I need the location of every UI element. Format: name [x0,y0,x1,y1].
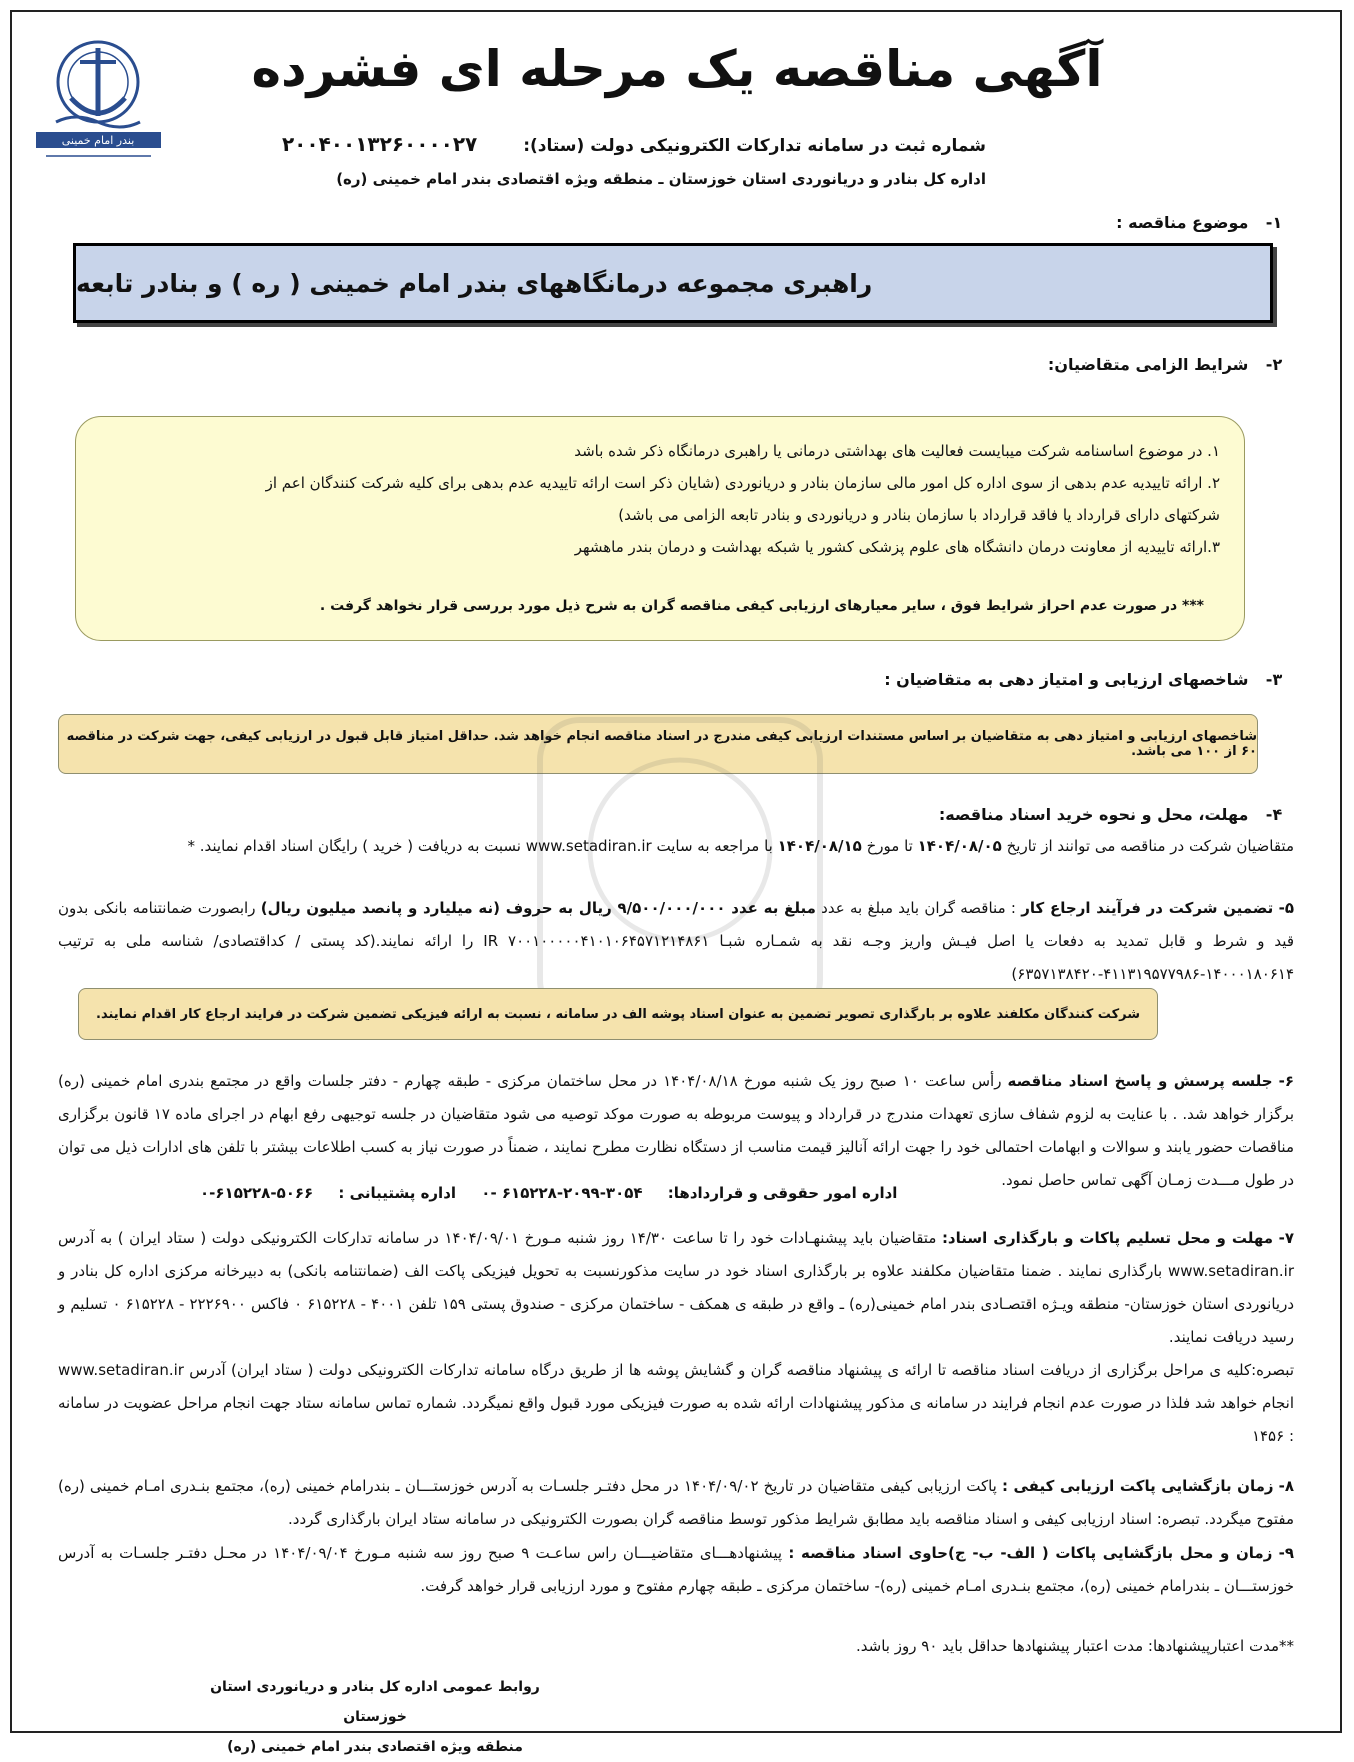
section-7-text: ۷- مهلت و محل تسلیم پاکات و بارگذاری اسناد: متقاضیان باید پیشنهـادات خود را تا ساعت ۱۴/۳۰ روز شنبه مـورخ ۱۴۰۴/۰۹/۰۱ در سامانه تدارکات الکترونیکی دولت ( ستاد ایران ) به آدرس www.setadiran.ir بارگذاری نمایند . ضمنا متقاضیان مکلفند علاوه بر بارگذاری اسناد خود در سایت مذکورنسبت به تحویل فیزیکی پاکت الف (ضمانتنامه بانکی) به دبیرخانه مرکزی اداره کل بنادر و دریانوردی استان خوزستان- منطقه ویـژه اقتصـادی بندر امام خمینی(ره) ـ واقع در طبقه ی همکف - ساختمان مرکزی - صندوق پستی ۱۵۹ تلفن ۴۰۰۱ - ۶۱۵۲۲۸ ۰ فاکس ۲۲۲۶۹۰۰ - ۶۱۵۲۲۸ ۰ تسلیم و رسید دریافت نمایند. [58,1229,1295,1346]
section-4-text: متقاضیان شرکت در مناقصه می توانند از تاریخ ۱۴۰۴/۰۸/۰۵ تا مورخ ۱۴۰۴/۰۸/۱۵ با مراجعه به سایت www.setadiran.ir نسبت به دریافت ( خرید ) رایگان اسناد اقدام نمایند. * [187,837,1294,855]
subject-box: راهبری مجموعه درمانگاههای بندر امام خمینی ( ره ) و بنادر تابعه [73,243,1273,323]
registration-label: شماره ثبت در سامانه تدارکات الکترونیکی دولت (ستاد): [523,136,986,156]
validity-note: **مدت اعتبارپیشنهادها: مدت اعتبار پیشنهادها حداقل باید ۹۰ روز باشد. [856,1637,1294,1655]
guarantee-amount: مبلغ به عدد ۹/۵۰۰/۰۰۰/۰۰۰ ریال به حروف (نه میلیارد و پانصد میلیون ریال) [260,899,816,917]
section-8-text: ۸- زمان بازگشایی پاکت ارزیابی کیفی : پاکت ارزیابی کیفی متقاضیان در تاریخ ۱۴۰۴/۰۹/۰۲ در محل دفتـر جلسـات به آدرس خوزستـــان ـ بندرامام خمینی (ره)، مجتمع بنـدری امـام خمینی (ره) مفتوح میگردد. تبصره: اسناد ارزیابی کیفی و اسناد مناقصه باید مطابق شرایط مذکور توسط مناقصه گران بصورت الکترونیکی در سامانه ستاد ایران بارگذاری گردد. [58,1477,1294,1528]
sheba-number: IR ۷۰۰۱۰۰۰۰۰۴۱۰۱۰۶۴۵۷۱۲۱۴۸۶۱ [483,932,710,950]
phones-line: اداره امور حقوقی و قراردادها: ۳۰۵۴-۲۰۹۹-۶۱۵۲۲۸ -۰ اداره پشتیبانی : ۵۰۶۶-۶۱۵۲۲۸-۰ [200,1184,898,1202]
section-3-heading: ۳- شاخصهای ارزیابی و امتیاز دهی به متقاضیان : [884,670,1283,689]
section-5-text: ۵- تضمین شرکت در فرآیند ارجاع کار : مناقصه گران باید مبلغ به عدد مبلغ به عدد ۹/۵۰۰/۰۰۰/۰۰۰ ریال به حروف (نه میلیارد و پانصد میلیون ریال) رابصورت ضمانتنامه بانکی بدون قید و شرط و قابل تمدید به دفعات یا اصل فیـش واریز وجـه نقد به شمـاره شبـا IR ۷۰۰۱۰۰۰۰۰۴۱۰۱۰۶۴۵۷۱۲۱۴۸۶۱ را ارائه نمایند.(کد پستی / کداقتصادی/ شناسه ملی به ترتیب ۱۴۰۰۰۱۸۰۶۱۴-۴۱۱۳۱۹۵۷۷۹۸۶-۶۳۵۷۱۳۸۴۲۰) [58,899,1295,983]
section-9-text: ۹- زمان و محل بازگشایی پاکات ( الف- ب- ج)حاوی اسناد مناقصه : پیشنهادهـــای متقاضیـــان راس ساعـت ۹ صبح روز سه شنبه مـورخ ۱۴۰۴/۰۹/۰۴ در محـل دفتـر جلسـات به آدرس خوزستـــان ـ بندرامام خمینی (ره)، مجتمع بنـدری امـام خمینی (ره)- ساختمان مرکزی ـ طبقه چهارم مفتوح و مورد ارزیابی قرار خواهد گرفت. [58,1544,1294,1595]
condition-item: ۱. در موضوع اساسنامه شرکت میبایست فعالیت های بهداشتی درمانی یا راهبری درمانگاه ذکر شده باشد [574,442,1220,460]
support-phone: ۵۰۶۶-۶۱۵۲۲۸-۰ [200,1184,314,1202]
condition-item: شرکتهای دارای قرارداد یا فاقد قرارداد با سازمان بنادر و دریانوردی و بنادر تابعه الزامی می باشد) [618,506,1220,524]
ids: ۱۴۰۰۰۱۸۰۶۱۴-۴۱۱۳۱۹۵۷۷۹۸۶-۶۳۵۷۱۳۸۴۲۰) [1011,965,1294,983]
guarantee-box: شرکت کنندگان مکلفند علاوه بر بارگذاری تصویر تضمین به عنوان اسناد پوشه الف در سامانه ، نسبت به ارائه فیزیکی تضمین شرکت در فرایند ارجاع کار اقدام نمایند. [78,988,1158,1040]
condition-item: ۲. ارائه تاییدیه عدم بدهی از سوی اداره کل امور مالی سازمان بنادر و دریانوردی (شایان ذکر است ارائه تاییدیه عدم بدهی برای کلیه شرکت کنندگان اعم از [265,474,1220,492]
section-4-heading: ۴- مهلت، محل و نحوه خرید اسناد مناقصه: [938,805,1283,824]
registration-line [282,132,986,156]
date-to: ۱۴۰۴/۰۸/۱۵ [777,837,862,855]
condition-item: ۳.ارائه تاییدیه از معاونت درمان دانشگاه های علوم پزشکی کشور یا شبکه بهداشت و درمان بندر ماهشهر [574,538,1220,556]
registration-number: ۲۰۰۴۰۰۱۳۲۶۰۰۰۰۲۷ [281,132,478,156]
footer-signature: روابط عمومی اداره کل بنادر و دریانوردی استان خوزستان منطقه ویژه اقتصادی بندر امام خمینی (ره) [210,1679,540,1755]
port-logo [26,30,176,170]
section-7-note: تبصره:کلیه ی مراحل برگزاری از دریافت اسناد مناقصه تا ارائه ی پیشنهاد مناقصه گران و گشایش پوشه ها از طریق درگاه سامانه تدارکات الکترونیکی دولت ( ستاد ایران) آدرس www.setadiran.ir انجام خواهد شد فلذا در صورت عدم انجام فرایند در سامانه ی مذکور پیشنهادات ارائه شده به صورت فیزیکی مورد قبول واقع نمیگردد. شماره تماس سامانه ستاد جهت انجام مراحل عضویت در سامانه : ۱۴۵۶ [58,1361,1294,1445]
organization-line: اداره کل بنادر و دریانوردی استان خوزستان ـ منطقه ویژه اقتصادی بندر امام خمینی (ره) [336,170,986,188]
page-title: آگهی مناقصه یک مرحله ای فشرده [251,40,1103,98]
legal-phone: ۳۰۵۴-۲۰۹۹-۶۱۵۲۲۸ -۰ [481,1184,643,1202]
section-2-heading: ۲- شرایط الزامی متقاضیان: [1047,355,1283,374]
section-1-heading: ۱- موضوع مناقصه : [1116,213,1283,232]
conditions-box [75,416,1245,641]
svg-text:بندر امام خمینی: بندر امام خمینی [61,134,135,147]
conditions-note: *** در صورت عدم احراز شرایط فوق ، سایر معیارهای ارزیابی کیفی مناقصه گران به شرح ذیل مورد بررسی قرار نخواهد گرفت . [319,598,1204,614]
section-6-text: ۶- جلسه پرسش و پاسخ اسناد مناقصه رأس ساعت ۱۰ صبح روز یک شنبه مورخ ۱۴۰۴/۰۸/۱۸ در محل ساختمان مرکزی - طبقه چهارم - دفتر جلسات واقع در مجتمع بندری امام خمینی (ره) برگزار خواهد شد. . با عنایت به لزوم شفاف سازی تعهدات مندرج در قرارداد و پیوست مربوطه به صورت موکد توصیه می شود متقاضیان در جلسه توجیهی رفع ابهام در اجرای ماده ۱۷ قانون برگزاری مناقصات حضور یابند و سوالات و ابهامات احتمالی خود را جهت ارائه آنالیز قیمت مناسب از دستگاه نظارت مطرح نمایند ، ضمناً در صورت نیاز به کسب اطلاعات بیشتر با تلفن های ادارات ذیل می توان در طول مـــدت زمـان آگهی تماس حاصل نمود. [58,1072,1294,1189]
evaluation-box: شاخصهای ارزیابی و امتیاز دهی به متقاضیان بر اساس مستندات ارزیابی کیفی مندرج در اسناد مناقصه انجام خواهد شد. حداقل امتیاز قابل قبول در ارزیابی کیفی، جهت شرکت در مناقصه ۶۰ از ۱۰۰ می باشد. [58,714,1258,774]
date-from: ۱۴۰۴/۰۸/۰۵ [917,837,1002,855]
